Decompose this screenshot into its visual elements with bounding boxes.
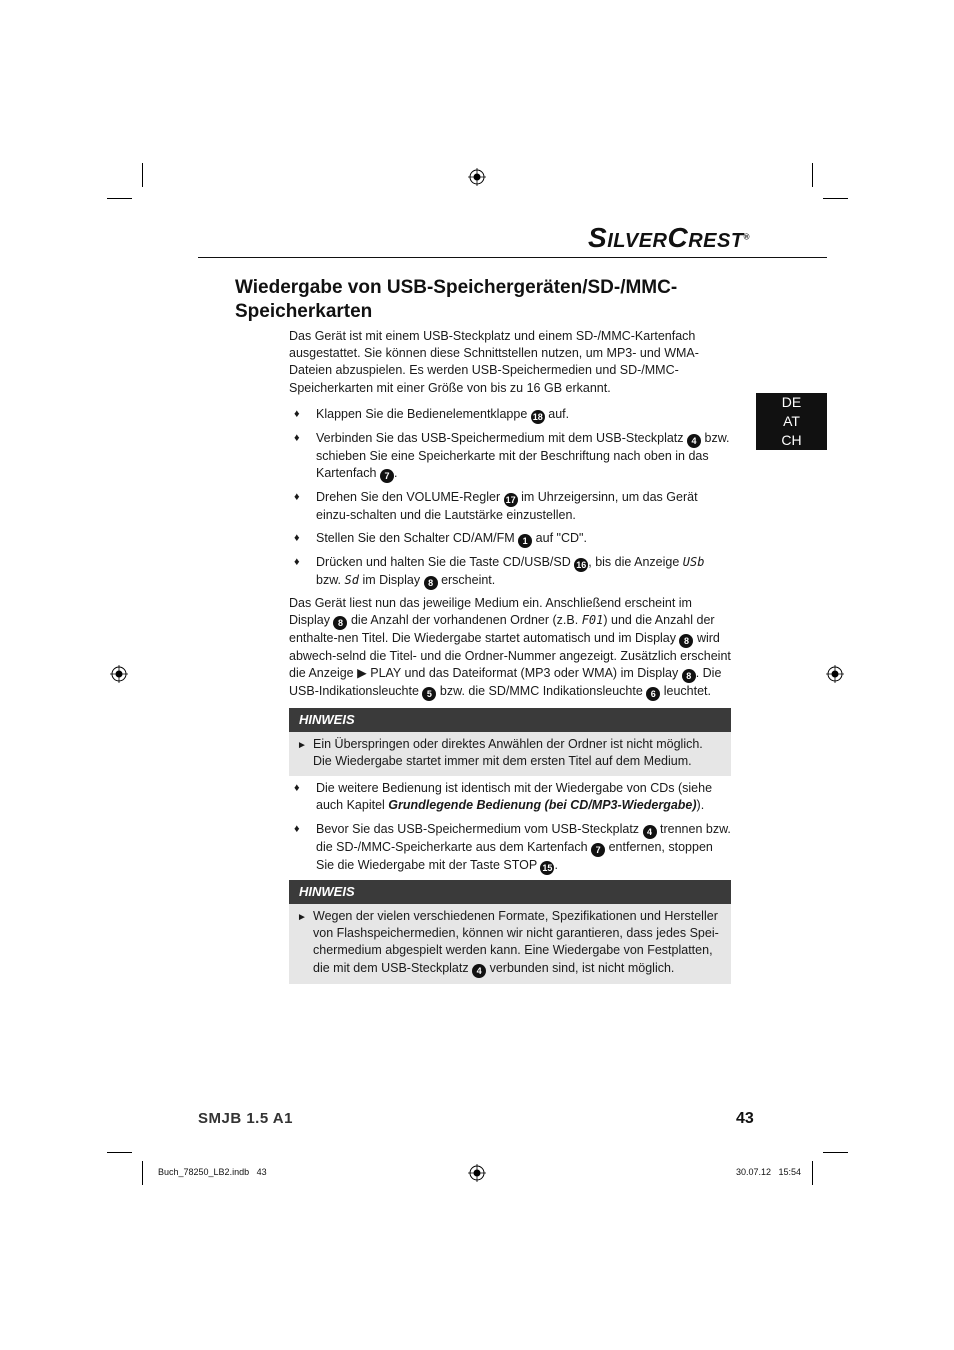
reference-number: 8 bbox=[682, 669, 696, 683]
arrow-icon: ► bbox=[297, 912, 307, 923]
note-box bbox=[289, 880, 731, 984]
arrow-icon: ► bbox=[297, 740, 307, 751]
reference-number: 4 bbox=[643, 825, 657, 839]
language-de: DE bbox=[781, 394, 802, 410]
reference-number: 4 bbox=[472, 964, 486, 978]
bullet-icon: ♦ bbox=[294, 491, 300, 503]
note-text: Ein Überspringen oder direktes Anwählen der Ordner ist nicht möglich. Die Wiedergabe startet immer mit dem ersten Titel auf dem Medium. bbox=[313, 737, 703, 769]
reference-number: 17 bbox=[505, 495, 516, 505]
language-ch: CH bbox=[781, 432, 802, 448]
list-item: ♦ Bevor Sie das USB-Speichermedium vom USB-Steckplatz 4 trennen bzw. die SD-/MMC-Speicherkarte aus dem Kartenfach 7 entfernen, stoppen Sie die Wiedergabe mit der Taste STOP 15 . bbox=[294, 822, 731, 873]
list-item: ♦ Drücken und halten Sie die Taste CD/USB/SD 16 , bis die Anzeige USb bzw. Sd im Display 8 erscheint. bbox=[294, 555, 705, 588]
play-icon: ▶ bbox=[357, 666, 367, 681]
medium-paragraph: Das Gerät liest nun das jeweilige Medium ein. Anschließend erscheint im Display 8 die Anzahl der vorhandenen Ordner (z.B. F01) und die Anzahl der enthalte-nen Titel. Die Wiedergabe startet automatisch und im Display 8 wird abwech-selnd die Titel- und die Ordner-Nummer angezeigt. Zusätzlich erscheint die Anzeige ▶ PLAY und das Dateiformat (MP3 oder WMA) im Display 8 . Die USB-Indikationsleuchte 5 bzw. die SD/MMC Indikationsleuchte 6 leuchtet. bbox=[289, 596, 731, 700]
reference-number: 8 bbox=[424, 576, 438, 590]
display-readout: F01 bbox=[581, 613, 604, 628]
language-at: AT bbox=[783, 413, 800, 429]
silvercrest-logo: SILVERCREST® bbox=[588, 222, 750, 253]
crop-mark bbox=[823, 198, 848, 199]
note-text: Wegen der vielen verschiedenen Formate, Spezifikationen und Hersteller von Flashspeichermedien, können wir nicht garantieren, dass jedes Spei-chermedium abgespielt werden kann. Eine Wiedergabe von Festplatten, die mit dem USB-Steckplatz 4 verbunden sind, ist nicht möglich. bbox=[313, 909, 719, 976]
page-number: 43 bbox=[736, 1110, 754, 1127]
list-item: ♦ Klappen Sie die Bedienelementklappe 18 auf. bbox=[294, 407, 570, 422]
bullet-icon: ♦ bbox=[294, 823, 300, 835]
crop-mark bbox=[142, 1161, 143, 1185]
note-title: HINWEIS bbox=[289, 880, 731, 904]
bullet-icon: ♦ bbox=[294, 432, 300, 444]
reference-number: 1 bbox=[518, 534, 532, 548]
reference-number: 4 bbox=[687, 434, 701, 448]
reference-number: 18 bbox=[532, 412, 543, 422]
reference-number: 7 bbox=[591, 843, 605, 857]
list-item: ♦ Drehen Sie den VOLUME-Regler 17 im Uhrzeigersinn, um das Gerät einzu-schalten und die Lautstärke einzustellen. bbox=[294, 490, 698, 522]
registration-mark-icon bbox=[468, 168, 486, 186]
reference-number: 15 bbox=[542, 863, 553, 873]
registration-mark-icon bbox=[468, 1164, 486, 1182]
reference-number: 7 bbox=[380, 469, 394, 483]
display-readout: Sd bbox=[344, 573, 359, 587]
registration-mark-icon bbox=[110, 665, 128, 683]
reference-number: 6 bbox=[646, 687, 660, 701]
crop-mark bbox=[142, 163, 143, 187]
intro-paragraph: Das Gerät ist mit einem USB-Steckplatz und einem SD-/MMC-Kartenfach ausgestattet. Sie können diese Schnittstellen nutzen, um MP3- und WMA-Dateien abzuspielen. Es werden USB-Speichermedien und SD-/MMC-Speicherkarten mit einer Größe von bis zu 16 GB erkannt. bbox=[289, 329, 699, 395]
reference-number: 8 bbox=[333, 616, 347, 630]
registration-mark-icon bbox=[826, 665, 844, 683]
reference-number: 8 bbox=[679, 634, 693, 648]
model-number: SMJB 1.5 A1 bbox=[198, 1110, 293, 1127]
bullet-icon: ♦ bbox=[294, 408, 300, 420]
reference-number: 5 bbox=[422, 687, 436, 701]
section-heading: Wiedergabe von USB-Speichergeräten/SD-/MMC- Speicherkarten bbox=[235, 277, 678, 322]
bullet-icon: ♦ bbox=[294, 532, 300, 544]
reference-number: 16 bbox=[576, 560, 587, 570]
crop-mark bbox=[823, 1152, 848, 1153]
slug-file: Buch_78250_LB2.indb 43 bbox=[158, 1167, 267, 1177]
bullet-icon: ♦ bbox=[294, 556, 300, 568]
display-readout: USb bbox=[682, 555, 705, 569]
header-rule bbox=[198, 257, 827, 258]
crop-mark bbox=[812, 163, 813, 187]
crop-mark bbox=[107, 1152, 132, 1153]
list-item: ♦ Die weitere Bedienung ist identisch mit der Wiedergabe von CDs (siehe auch Kapitel Grundlegende Bedienung (bei CD/MP3-Wiedergabe)). bbox=[294, 781, 713, 813]
list-item: ♦ Verbinden Sie das USB-Speichermedium mit dem USB-Steckplatz 4 bzw. schieben Sie eine Speicherkarte mit der Beschriftung nach oben in das Kartenfach 7 . bbox=[294, 431, 730, 482]
slug-date: 30.07.12 15:54 bbox=[736, 1167, 802, 1177]
crop-mark bbox=[107, 198, 132, 199]
note-title: HINWEIS bbox=[289, 708, 731, 732]
crop-mark bbox=[812, 1161, 813, 1185]
note-box bbox=[289, 708, 731, 776]
list-item: ♦ Stellen Sie den Schalter CD/AM/FM 1 auf "CD". bbox=[294, 531, 587, 546]
bullet-icon: ♦ bbox=[294, 782, 300, 794]
language-tab bbox=[756, 393, 827, 450]
